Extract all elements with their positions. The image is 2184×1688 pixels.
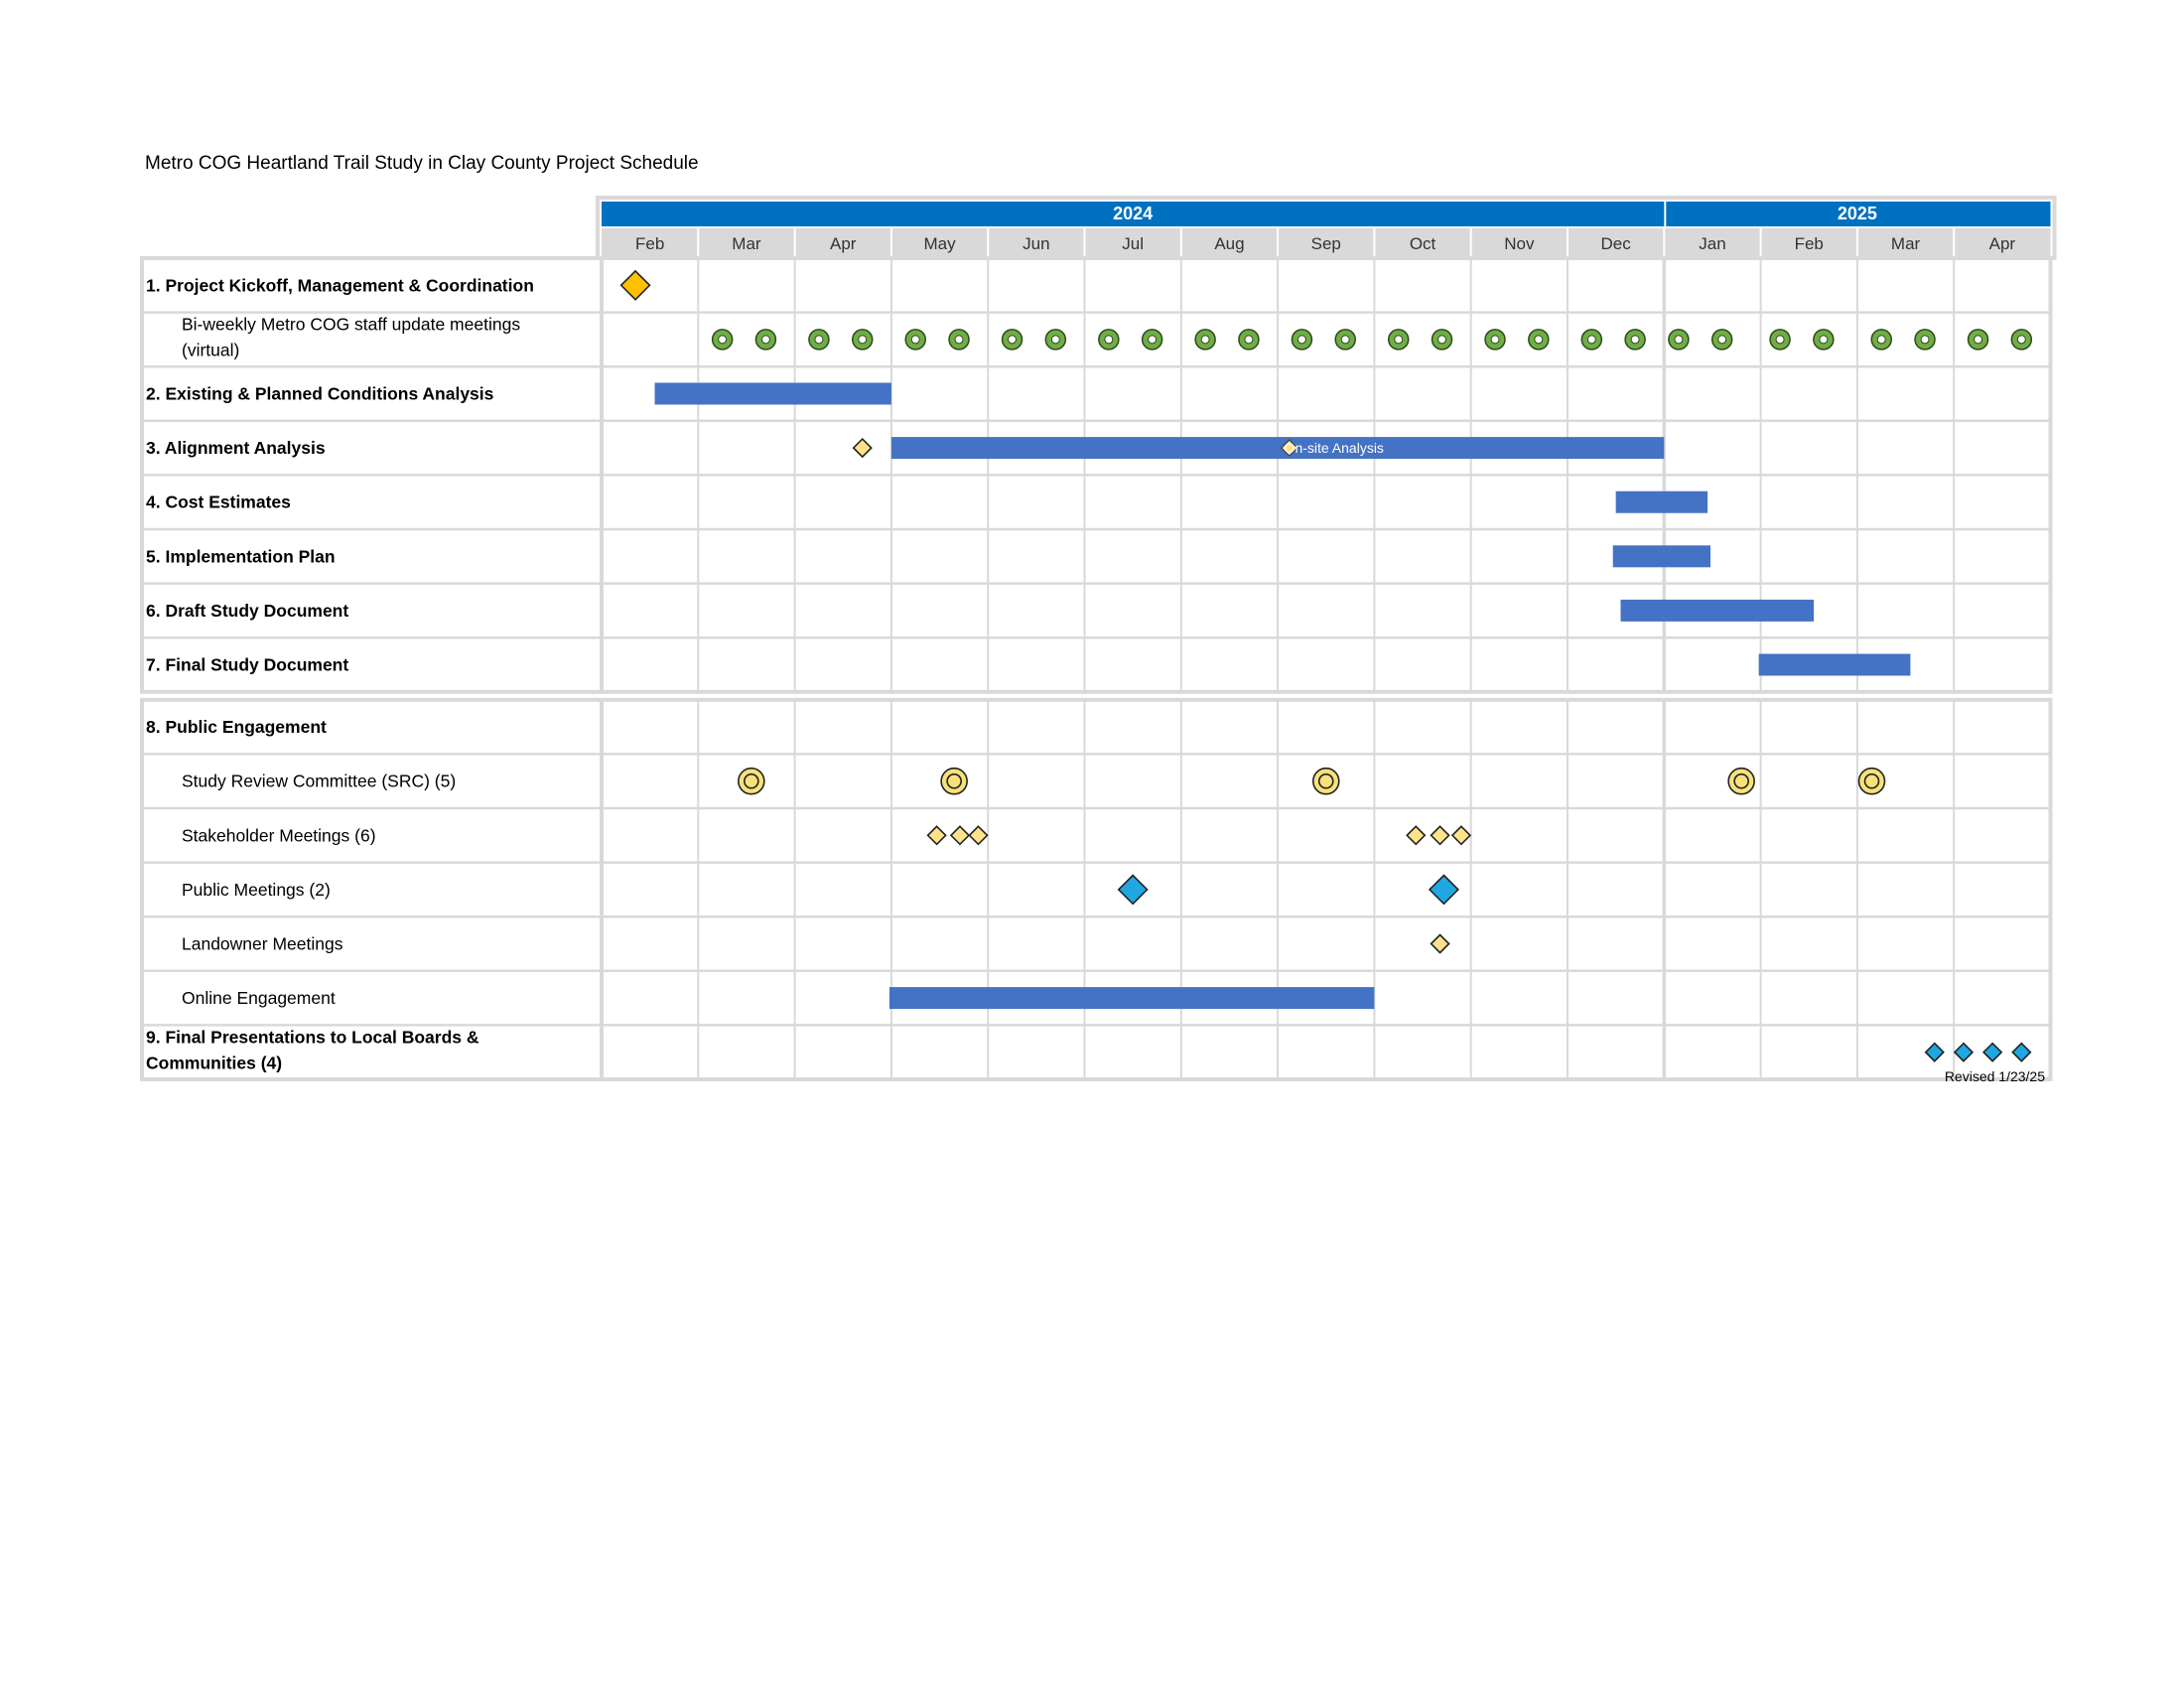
- meeting-circle-center: [1245, 336, 1253, 344]
- month-label: Feb: [635, 234, 665, 253]
- src-meeting-target-inner: [947, 774, 961, 788]
- meeting-circle-center: [1921, 336, 1929, 344]
- meeting-circle-center: [1820, 336, 1828, 344]
- month-label: Dec: [1600, 234, 1631, 253]
- month-label: Mar: [1890, 234, 1921, 253]
- group-frame: [142, 700, 2051, 1079]
- year-label: 2025: [1837, 204, 1877, 223]
- row-label: 5. Implementation Plan: [146, 546, 336, 567]
- meeting-circle-center: [1149, 336, 1157, 344]
- meeting-circle-center: [1341, 336, 1349, 344]
- meeting-circle-center: [1105, 336, 1113, 344]
- bar-label: On-site Analysis: [1284, 440, 1384, 457]
- month-label: Jul: [1122, 234, 1145, 253]
- meeting-circle-center: [911, 336, 919, 344]
- month-label: Feb: [1794, 234, 1824, 253]
- src-meeting-target-inner: [1734, 774, 1748, 788]
- meeting-circle-center: [1051, 336, 1059, 344]
- meeting-circle-center: [815, 336, 823, 344]
- month-label: Jan: [1699, 234, 1726, 253]
- month-label: Sep: [1310, 234, 1341, 253]
- meeting-circle-center: [2017, 336, 2025, 344]
- meeting-circle-center: [719, 336, 727, 344]
- meeting-circle-center: [1675, 336, 1683, 344]
- meeting-circle-center: [859, 336, 867, 344]
- meeting-circle-center: [955, 336, 963, 344]
- month-label: Jun: [1023, 234, 1050, 253]
- meeting-circle-center: [1438, 336, 1446, 344]
- meeting-circle-center: [1631, 336, 1639, 344]
- meeting-circle-center: [1491, 336, 1499, 344]
- meeting-circle-center: [1718, 336, 1726, 344]
- meeting-circle-center: [1975, 336, 1982, 344]
- task-bar: [1616, 492, 1707, 513]
- month-label: Nov: [1504, 234, 1535, 253]
- task-bar: [891, 437, 1664, 459]
- task-bar: [655, 383, 891, 405]
- task-bar: [1621, 600, 1815, 622]
- month-label: Mar: [732, 234, 761, 253]
- meeting-circle-center: [1297, 336, 1305, 344]
- row-label: 8. Public Engagement: [146, 717, 327, 738]
- row-label: 3. Alignment Analysis: [146, 438, 326, 459]
- meeting-circle-center: [1776, 336, 1784, 344]
- task-bar: [1613, 545, 1710, 567]
- row-label: 4. Cost Estimates: [146, 492, 291, 512]
- month-label: Oct: [1409, 234, 1436, 253]
- meeting-circle-center: [1009, 336, 1017, 344]
- meeting-circle-center: [1535, 336, 1543, 344]
- month-label: Aug: [1214, 234, 1245, 253]
- row-label: Bi-weekly Metro COG staff update meetings: [182, 314, 521, 335]
- row-label: 1. Project Kickoff, Management & Coordination: [146, 275, 534, 296]
- revised-date: Revised 1/23/25: [1944, 1068, 2045, 1084]
- src-meeting-target-inner: [1319, 774, 1333, 788]
- row-label: Online Engagement: [182, 988, 336, 1009]
- meeting-circle-center: [1587, 336, 1595, 344]
- row-label: Communities (4): [146, 1053, 283, 1073]
- month-label: Apr: [830, 234, 857, 253]
- row-label: Landowner Meetings: [182, 933, 343, 954]
- row-label: 7. Final Study Document: [146, 654, 349, 675]
- task-bar: [1759, 654, 1911, 676]
- meeting-circle-center: [761, 336, 769, 344]
- meeting-circle-center: [1395, 336, 1403, 344]
- year-label: 2024: [1113, 204, 1154, 223]
- row-label: Stakeholder Meetings (6): [182, 825, 376, 846]
- row-label: 6. Draft Study Document: [146, 600, 349, 621]
- task-bar: [889, 987, 1374, 1009]
- row-label: (virtual): [182, 340, 240, 360]
- src-meeting-target-inner: [745, 774, 758, 788]
- row-label: 9. Final Presentations to Local Boards &: [146, 1027, 479, 1048]
- meeting-circle-center: [1877, 336, 1885, 344]
- row-label: Study Review Committee (SRC) (5): [182, 771, 457, 791]
- month-label: Apr: [1988, 234, 2016, 253]
- meeting-circle-center: [1201, 336, 1209, 344]
- src-meeting-target-inner: [1864, 774, 1878, 788]
- page-title: Metro COG Heartland Trail Study in Clay County Project Schedule: [145, 153, 699, 174]
- row-label: 2. Existing & Planned Conditions Analysis: [146, 383, 494, 404]
- row-label: Public Meetings (2): [182, 879, 331, 900]
- month-label: May: [923, 234, 956, 253]
